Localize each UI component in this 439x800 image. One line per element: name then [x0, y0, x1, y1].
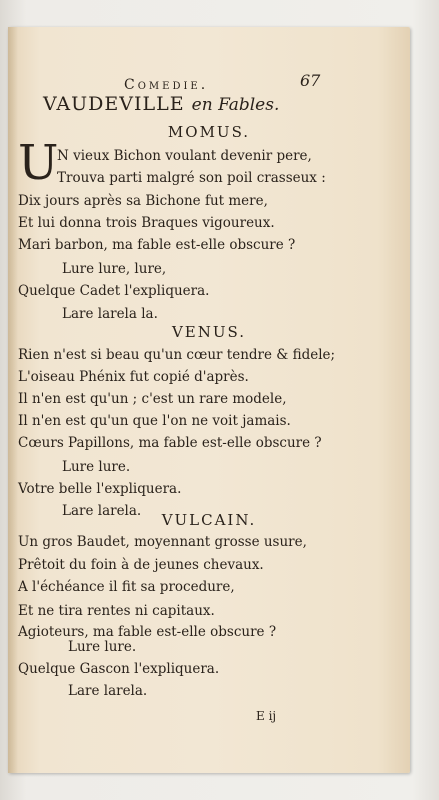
- verse-line: Votre belle l'expliquera.: [18, 481, 182, 497]
- verse-line: Trouva parti malgré son poil crasseux :: [57, 170, 326, 186]
- verse-line: Rien n'est si beau qu'un cœur tendre & fidele;: [18, 347, 336, 363]
- running-head: Comedie.: [124, 77, 209, 93]
- verse-line: Et ne tira rentes ni capitaux.: [18, 603, 215, 619]
- verse-line: Dix jours après sa Bichone fut mere,: [18, 193, 268, 209]
- speaker-venus: VENUS.: [171, 323, 247, 341]
- verse-line: Et lui donna trois Braques vigoureux.: [18, 215, 275, 231]
- verse-line: N vieux Bichon voulant devenir pere,: [57, 148, 312, 164]
- verse-line: Quelque Cadet l'expliquera.: [18, 283, 210, 299]
- verse-line: Agioteurs, ma fable est-elle obscure ?: [18, 624, 277, 640]
- speaker-momus: MOMUS.: [167, 123, 251, 141]
- verse-line: Lure lure.: [68, 639, 137, 655]
- verse-line: Il n'en est qu'un ; c'est un rare modele,: [18, 391, 287, 407]
- verse-line: Quelque Gascon l'expliquera.: [18, 661, 220, 677]
- verse-line: Lure lure, lure,: [62, 261, 167, 277]
- drop-capital: U: [18, 135, 59, 191]
- speaker-vulcain: VULCAIN.: [161, 511, 257, 529]
- verse-line: Lare larela.: [62, 503, 142, 519]
- verse-line: Un gros Baudet, moyennant grosse usure,: [18, 534, 307, 550]
- verse-line: Prêtoit du foin à de jeunes chevaux.: [18, 557, 264, 573]
- verse-line: Lure lure.: [62, 459, 131, 475]
- page-number: 67: [300, 71, 321, 90]
- title-italic: en Fables.: [191, 95, 280, 115]
- page-title: [43, 93, 279, 115]
- verse-line: Cœurs Papillons, ma fable est-elle obscure ?: [18, 435, 322, 451]
- signature-mark: E ij: [256, 709, 277, 723]
- book-page: [8, 27, 410, 773]
- verse-line: Mari barbon, ma fable est-elle obscure ?: [18, 237, 296, 253]
- verse-line: Lare larela la.: [62, 306, 158, 322]
- title-main: VAUDEVILLE: [43, 93, 185, 115]
- verse-line: Lare larela.: [68, 683, 148, 699]
- verse-line: A l'échéance il fit sa procedure,: [18, 579, 235, 595]
- verse-line: Il n'en est qu'un que l'on ne voit jamais.: [18, 413, 291, 429]
- verse-line: L'oiseau Phénix fut copié d'après.: [18, 369, 249, 385]
